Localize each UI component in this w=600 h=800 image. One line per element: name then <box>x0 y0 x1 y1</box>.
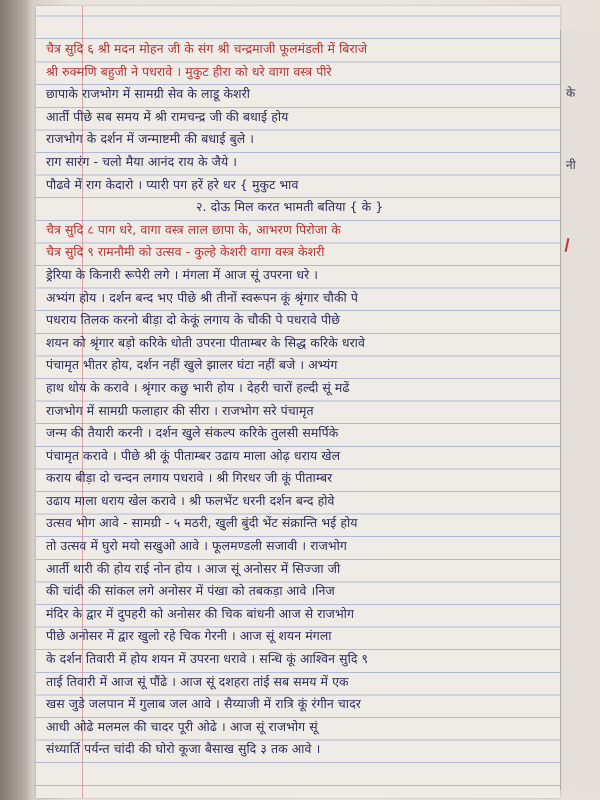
handwritten-line: आर्ती पीछे सब समय में श्री रामचन्द्र जी की बधाई होय <box>46 108 289 124</box>
edge-mark-2: नी <box>566 158 576 172</box>
handwritten-line: चैत्र सुदि ९ रामनौमी को उत्सव - कुल्हे केशरी वागा वस्त्र केशरी <box>46 244 325 260</box>
handwritten-line: उत्सव भोग आवे - सामग्री - ५ मठरी, खुली बुंदी भेंट संक्रान्ति भई होय <box>46 515 358 531</box>
handwritten-line: ड्रेरिया के किनारी रूपेरी लगे । मंगला में आज सूं उपरना धरे । <box>46 266 319 282</box>
handwritten-line: की चांदी की सांकल लगे अनोसर में पंखा को तबकड़ा आवे ।निज <box>46 583 335 599</box>
handwritten-line: कराय बीड़ा दो चन्दन लगाय पधरावे । श्री गिरधर जी कूं पीताम्बर <box>46 470 333 486</box>
handwritten-line: पंचामृत भीतर होय, दर्शन नहीं खुले झालर घंटा नहीं बजे । अभ्यंग <box>46 357 338 373</box>
handwritten-line: छापाके राजभोग में सामग्री सेव के लाडू केशरी <box>46 86 251 102</box>
handwritten-line: चैत्र सुदि ६ श्री मदन मोहन जी के संग श्री चन्द्रमाजी फूलमंडली में बिराजे <box>46 41 368 56</box>
handwritten-line: खस जुडे जलपान में गुलाब जल आवे । सैय्याजी में रात्रि कूं रंगीन चादर <box>46 696 361 712</box>
handwritten-line: २. दोऊ मिल करत भामती बतिया { के } <box>196 199 384 215</box>
handwritten-line: मंदिर के द्वार में दुपहरी को अनोसर की चिक बांधनी आज से राजभोग <box>46 605 355 621</box>
handwritten-line: जन्म की तैयारी करनी । दर्शन खुले संकल्प करिके तुलसी समर्पिके <box>46 425 339 441</box>
handwritten-line: संध्यार्ति पर्यन्त चांदी की घोरो कूजा बैसाख सुदि ३ तक आवे । <box>46 741 321 757</box>
handwritten-line: शयन को श्रृंगार बड़ो करिके धोती उपरना पीताम्बर के सिद्ध करिके धरावे <box>46 334 365 350</box>
edge-mark-1: के <box>566 86 576 100</box>
binding-shadow <box>0 0 32 800</box>
handwritten-line: तो उत्सव में घुरो मयो सखुओ आवे । फूलमण्डली सजावी । राजभोग <box>46 538 347 554</box>
handwritten-line: पौढवे में राग केदारो । प्यारी पग हरें हरे धर { मुकुट भाव <box>46 176 299 192</box>
handwritten-line: श्री रुक्मणि बहुजी ने पधरावे । मुकुट हीरा को धरे वागा वस्त्र पीरे <box>46 63 332 79</box>
handwritten-line: हाथ धोय के करावे । श्रृंगार कछु भारी होय । देहरी चारों हल्दी सूं मढें <box>46 379 350 395</box>
handwritten-line: पीछे अनोसर में द्वार खुलो रहे चिक गेरनी । आज सूं शयन मंगला <box>46 628 332 644</box>
handwritten-line: के दर्शन तिवारी में होय शयन में उपरना धरावे । सन्धि कूं आश्विन सुदि ९ <box>46 651 369 667</box>
handwritten-line: राजभोग में सामग्री फलाहार की सीरा । राजभोग सरे पंचामृत <box>46 402 314 418</box>
handwritten-line: पधराय तिलक करनो बीड़ा दो केकूं लगाय के चौकी पे पधरावे पीछे <box>46 312 341 328</box>
handwritten-line: चैत्र सुदि ८ पाग धरे, वागा वस्त्र लाल छापा के, आभरण पिरोजा के <box>46 221 341 237</box>
handwritten-line: राजभोग के दर्शन में जन्माष्टमी की बधाई बुले । <box>46 131 255 147</box>
handwritten-line: ताई तिवारी में आज सूं पौंढे । आज सूं दशहरा तांई सब समय में एक <box>46 673 349 689</box>
handwritten-line: उढाय माला धराय खेल करावे । श्री फलभेंट धरनी दर्शन बन्द होवे <box>46 492 335 508</box>
handwritten-text-block <box>46 38 556 761</box>
handwritten-line: पंचामृत करावे । पीछे श्री कूं पीताम्बर उढाय माला ओढ़ धराय खेल <box>46 447 341 463</box>
handwritten-line: राग सारंग - चलो मैया आनंद राय के जैये । <box>46 153 238 169</box>
handwritten-line: आर्ती थारी की होय राई नोन होय । आज सूं अनोसर में सिज्जा जी <box>46 560 341 576</box>
handwritten-line: आधी ओढे मलमल की चादर पूरी ओढे । आज सूं राजभोग सूं <box>46 718 318 734</box>
adjacent-page-edge <box>560 30 600 790</box>
handwritten-line: अभ्यंग होय । दर्शन बन्द भए पीछे श्री तीनों स्वरूपन कूं श्रृंगार चौकी पे <box>46 289 358 305</box>
